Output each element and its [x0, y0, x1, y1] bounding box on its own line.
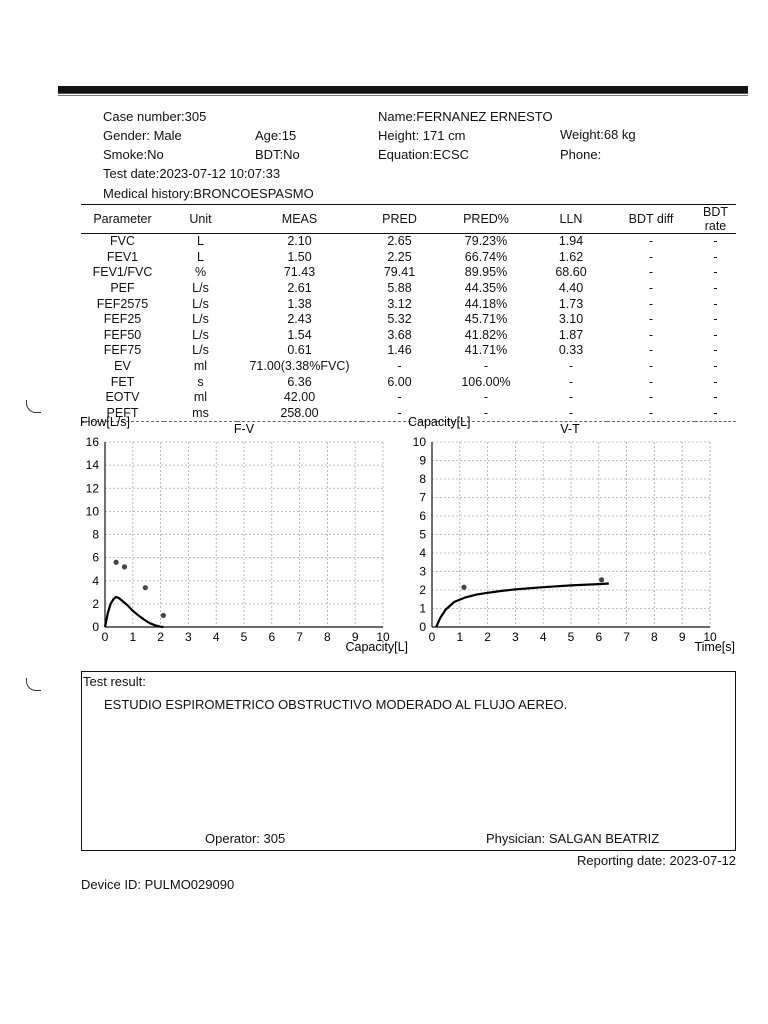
case-number: Case number:305: [103, 109, 207, 124]
table-cell: -: [535, 406, 607, 422]
table-row: [81, 328, 736, 344]
table-row: [81, 296, 736, 312]
table-cell: -: [713, 281, 718, 296]
table-cell: ml: [193, 390, 208, 405]
fv-chart: [78, 412, 418, 656]
y-tick-label: 4: [92, 573, 99, 588]
gender: Gender: Male: [103, 128, 182, 143]
table-cell: -: [695, 406, 736, 422]
table-cell: 106.00%: [461, 374, 511, 389]
smoke: Smoke:No: [103, 147, 164, 162]
y-tick-label: 8: [419, 472, 426, 486]
x-tick-label: 0: [428, 630, 436, 644]
x-tick-label: 5: [240, 630, 248, 644]
y-tick-label: 4: [419, 546, 426, 560]
table-cell: 1.62: [558, 249, 584, 264]
y-tick-label: 8: [92, 527, 99, 542]
y-tick-label: 10: [85, 504, 99, 519]
x-tick-label: 10: [703, 630, 717, 644]
medical-history: Medical history:BRONCOESPASMO: [103, 186, 314, 201]
y-tick-label: 6: [92, 550, 99, 565]
fv-y-label: Flow[L/s]: [80, 415, 131, 429]
table-cell: FEF75: [103, 343, 142, 358]
phone: Phone:: [560, 147, 602, 162]
table-cell: FEF2575: [96, 296, 149, 311]
table-cell: -: [648, 281, 654, 296]
table-cell: L/s: [192, 327, 209, 342]
x-tick-label: 4: [212, 630, 220, 644]
y-tick-label: 6: [419, 509, 426, 523]
table-cell: -: [568, 359, 574, 374]
table-cell: FEV1/FVC: [92, 265, 153, 280]
table-cell: L/s: [192, 343, 209, 358]
predicted-point: [114, 560, 119, 565]
test-result-text: ESTUDIO ESPIROMETRICO OBSTRUCTIVO MODERADO AL FLUJO AEREO.: [104, 697, 568, 712]
table-cell: L/s: [192, 281, 209, 296]
table-cell: 1.54: [287, 327, 312, 342]
table-cell: L: [197, 249, 204, 264]
table-cell: -: [713, 312, 718, 327]
table-cell: ml: [193, 359, 208, 374]
vt-chart: [405, 412, 745, 656]
header-rule: [58, 86, 748, 94]
table-row: [81, 265, 736, 281]
column-header: Parameter: [81, 205, 164, 234]
y-tick-label: 16: [85, 435, 99, 449]
table-cell: -: [648, 234, 654, 249]
table-cell: 1.46: [387, 343, 412, 358]
table-cell: -: [713, 327, 718, 342]
table-cell: FEF25: [103, 312, 142, 327]
table-cell: -: [362, 406, 437, 422]
patient-name: Name:FERNANEZ ERNESTO: [378, 109, 553, 124]
table-cell: EOTV: [105, 390, 140, 405]
table-cell: 71.43: [283, 265, 316, 280]
column-header: Unit: [164, 205, 237, 234]
y-tick-label: 3: [419, 564, 426, 579]
table-cell: 1.73: [558, 296, 584, 311]
column-header: LLN: [535, 205, 607, 234]
x-tick-label: 3: [512, 630, 519, 644]
y-tick-label: 0: [419, 620, 426, 634]
table-cell: EV: [114, 359, 131, 374]
table-row: [81, 343, 736, 359]
physician: Physician: SALGAN BEATRIZ: [486, 831, 660, 846]
predicted-point: [599, 577, 604, 582]
table-cell: -: [648, 343, 654, 358]
table-cell: 45.71%: [464, 312, 508, 327]
table-cell: 0.61: [287, 343, 312, 358]
y-tick-label: 0: [92, 620, 99, 634]
series-curve: [105, 597, 163, 627]
table-cell: -: [713, 390, 718, 405]
bdt: BDT:No: [255, 147, 300, 162]
y-tick-label: 1: [419, 601, 426, 616]
table-cell: -: [713, 374, 718, 389]
table-cell: FEF50: [103, 327, 142, 342]
x-tick-label: 6: [595, 630, 603, 644]
x-tick-label: 1: [456, 630, 464, 644]
table-cell: -: [607, 406, 695, 422]
table-cell: -: [397, 359, 402, 374]
table-cell: FVC: [110, 234, 135, 249]
table-cell: -: [648, 390, 654, 405]
table-cell: 3.12: [387, 296, 412, 311]
predicted-point: [122, 564, 127, 569]
x-tick-label: 8: [324, 630, 331, 644]
table-cell: L/s: [192, 296, 209, 311]
column-header: PRED: [362, 205, 437, 234]
table-cell: PEFT: [81, 406, 164, 422]
table-row: [81, 359, 736, 375]
table-cell: FEV1: [106, 249, 139, 264]
table-cell: -: [713, 265, 718, 280]
vt-title: V-T: [560, 422, 580, 436]
test-date: Test date:2023-07-12 10:07:33: [103, 166, 281, 181]
table-cell: 2.61: [287, 281, 312, 296]
test-result-label: Test result:: [83, 674, 146, 689]
table-row: [81, 281, 736, 297]
table-cell: -: [713, 296, 718, 311]
x-tick-label: 7: [296, 630, 303, 644]
table-cell: -: [483, 390, 489, 405]
test-result-box: [81, 671, 736, 851]
table-cell: L/s: [192, 312, 209, 327]
x-tick-label: 1: [129, 630, 137, 644]
table-cell: -: [648, 374, 654, 389]
table-row: [81, 234, 736, 250]
table-cell: L: [197, 234, 204, 249]
column-header: BDT diff: [607, 205, 695, 234]
table-cell: 2.65: [387, 234, 412, 249]
y-tick-label: 2: [419, 583, 426, 597]
table-cell: 2.43: [287, 312, 312, 327]
y-tick-label: 5: [419, 527, 426, 542]
table-cell: 89.95%: [464, 265, 508, 280]
table-cell: 68.60: [555, 265, 587, 280]
table-cell: 42.00: [283, 390, 316, 405]
table-cell: 44.18%: [464, 296, 508, 311]
table-cell: 3.68: [387, 327, 412, 342]
table-cell: 1.38: [287, 296, 312, 311]
table-cell: 4.40: [558, 281, 584, 296]
table-cell: -: [648, 327, 654, 342]
parameters-table: [81, 204, 736, 422]
table-cell: 0.33: [558, 343, 584, 358]
table-cell: 2.10: [287, 234, 312, 249]
predicted-point: [461, 585, 466, 590]
table-cell: PEF: [110, 281, 135, 296]
y-tick-label: 10: [412, 435, 426, 449]
table-row: [81, 312, 736, 328]
table-cell: -: [648, 359, 654, 374]
device-id: Device ID: PULMO029090: [81, 877, 235, 892]
y-tick-label: 2: [92, 596, 99, 611]
x-tick-label: 8: [651, 630, 658, 644]
table-row: [81, 250, 736, 266]
column-header: PRED%: [437, 205, 535, 234]
reporting-date: Reporting date: 2023-07-12: [577, 853, 737, 868]
table-cell: 6.00: [387, 374, 412, 389]
y-tick-label: 12: [85, 481, 99, 496]
x-tick-label: 2: [484, 630, 491, 644]
equation: Equation:ECSC: [378, 147, 470, 162]
vt-y-label: Capacity[L]: [408, 415, 471, 429]
table-cell: -: [648, 249, 654, 264]
fv-plot-area: [86, 435, 390, 644]
table-header-row: [81, 205, 736, 234]
table-cell: 5.88: [387, 281, 412, 296]
predicted-point: [161, 613, 166, 618]
vt-x-label: Time[s]: [694, 640, 735, 654]
x-tick-label: 6: [268, 630, 276, 644]
table-cell: 1.94: [558, 234, 584, 249]
table-cell: 66.74%: [464, 249, 508, 264]
table-cell: 41.71%: [464, 343, 508, 358]
x-tick-label: 0: [101, 630, 109, 644]
height: Height: 171 cm: [378, 128, 466, 143]
table-cell: 5.32: [387, 312, 412, 327]
punch-hole-mark: [26, 678, 41, 691]
table-cell: -: [568, 390, 574, 405]
table-cell: %: [194, 265, 207, 280]
table-cell: -: [568, 374, 574, 389]
x-tick-label: 2: [157, 630, 164, 644]
table-cell: -: [648, 265, 654, 280]
fv-x-label: Capacity[L]: [345, 640, 408, 654]
y-tick-label: 14: [85, 458, 99, 473]
table-cell: -: [648, 312, 654, 327]
predicted-point: [143, 585, 148, 590]
x-tick-label: 3: [185, 630, 192, 644]
table-cell: 6.36: [287, 374, 312, 389]
table-cell: -: [713, 249, 718, 264]
column-header: BDT rate: [695, 205, 736, 234]
table-cell: 79.41: [383, 265, 416, 280]
vt-plot-area: [413, 435, 717, 644]
table-cell: 71.00(3.38%FVC): [249, 359, 350, 374]
table-cell: -: [397, 390, 402, 405]
y-tick-label: 9: [419, 453, 426, 468]
table-cell: 1.50: [287, 249, 312, 264]
punch-hole-mark: [26, 400, 41, 413]
table-cell: -: [648, 296, 654, 311]
table-cell: 1.87: [558, 327, 584, 342]
x-tick-label: 9: [351, 630, 359, 644]
header-rule-thin: [58, 95, 748, 96]
x-tick-label: 10: [376, 630, 390, 644]
table-cell: 258.00: [237, 406, 362, 422]
table-row: [81, 390, 736, 406]
fv-title: F-V: [233, 422, 255, 436]
age: Age:15: [255, 128, 297, 143]
table-cell: 44.35%: [464, 281, 508, 296]
x-tick-label: 9: [678, 630, 686, 644]
table-cell: 3.10: [558, 312, 584, 327]
table-cell: 41.82%: [464, 327, 508, 342]
table-cell: 2.25: [387, 249, 412, 264]
x-tick-label: 5: [567, 630, 575, 644]
x-tick-label: 7: [623, 630, 630, 644]
weight: Weight:68 kg: [560, 127, 636, 142]
table-row: [81, 374, 736, 390]
y-tick-label: 7: [419, 490, 426, 505]
operator: Operator: 305: [205, 831, 286, 846]
table-cell: s: [197, 374, 204, 389]
table-cell: -: [437, 406, 535, 422]
x-tick-label: 4: [539, 630, 547, 644]
table-cell: -: [483, 359, 489, 374]
table-cell: -: [713, 234, 718, 249]
table-cell: 79.23%: [464, 234, 508, 249]
column-header: MEAS: [237, 205, 362, 234]
table-cell: -: [713, 343, 718, 358]
series-curve: [436, 584, 609, 628]
table-cell: FET: [110, 374, 135, 389]
table-cell: ms: [164, 406, 237, 422]
table-cell: -: [713, 359, 718, 374]
